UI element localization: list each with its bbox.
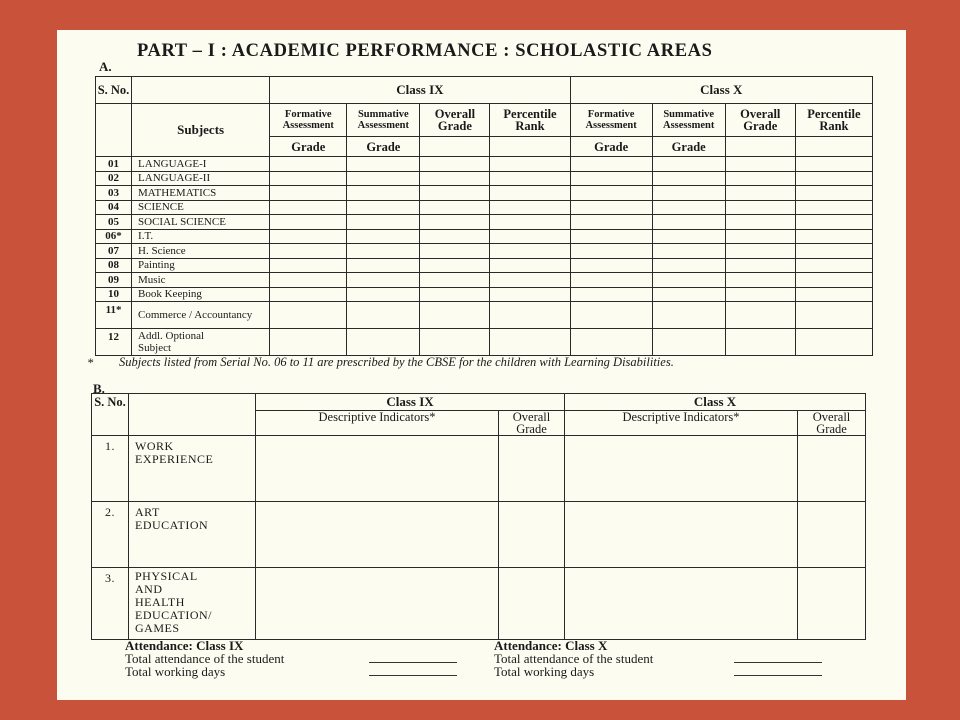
b-sno-header: S. No. [92,394,129,436]
b-class-x-header: Class X [565,394,866,411]
subject-name: Commerce / Accountancy [132,302,270,329]
ix-percentile-rank-header: Percentile Rank [490,104,570,137]
attendance-ix-days-label: Total working days [125,664,226,679]
subject-row: 11* Commerce / Accountancy [96,302,873,329]
activity-row: 1. WORK EXPERIENCE [92,436,866,502]
ix-summative-header: Summative Assessment [347,104,420,137]
section-b-label: B. [93,381,105,396]
activity-row: 3. PHYSICAL AND HEALTH EDUCATION/ GAMES [92,568,866,640]
attendance-ix-heading: Attendance: Class IX [125,638,244,653]
page-title: PART – I : ACADEMIC PERFORMANCE : SCHOLASTIC AREAS [137,41,713,61]
ix-formative-header: Formative Assessment [270,104,347,137]
subject-row: 02 LANGUAGE-II [96,171,873,186]
b-class-ix-header: Class IX [256,394,565,411]
attendance-class-x [494,639,874,678]
activity-name: PHYSICAL AND HEALTH EDUCATION/ GAMES [129,568,256,640]
attendance-ix-days-blank[interactable] [369,665,457,676]
b-ix-descriptive-header: Descriptive Indicators* [256,411,499,436]
subject-row: 04 SCIENCE [96,200,873,215]
subject-row: 05 SOCIAL SCIENCE [96,215,873,230]
subjects-header: Subjects [132,104,270,157]
subject-row: 01 LANGUAGE-I [96,157,873,172]
x-summative-grade-label: Grade [652,137,725,157]
subject-row: 07 H. Science [96,244,873,259]
subject-name: H. Science [132,244,270,259]
x-summative-header: Summative Assessment [652,104,725,137]
subject-name: Music [132,273,270,288]
subject-name: Addl. Optional Subject [132,329,270,356]
class-ix-header: Class IX [270,77,570,104]
attendance-class-ix [125,639,485,678]
subject-name: LANGUAGE-I [132,157,270,172]
attendance-ix-total-blank[interactable] [369,652,457,663]
attendance-x-days-label: Total working days [494,664,595,679]
subject-name: Book Keeping [132,287,270,302]
sno-header: S. No. [96,77,132,104]
subject-name: I.T. [132,229,270,244]
class-x-header: Class X [570,77,872,104]
b-ix-overall-header: Overall Grade [499,411,565,436]
subject-row: 06* I.T. [96,229,873,244]
subject-name: MATHEMATICS [132,186,270,201]
subject-name: Painting [132,258,270,273]
subject-name: SCIENCE [132,200,270,215]
report-card-page [57,30,906,700]
attendance-x-heading: Attendance: Class X [494,638,608,653]
activity-name: WORK EXPERIENCE [129,436,256,502]
co-scholastic-table [91,393,866,640]
subject-row: 10 Book Keeping [96,287,873,302]
activity-name: ART EDUCATION [129,502,256,568]
section-a-label: A. [99,59,112,74]
learning-disabilities-note: Subjects listed from Serial No. 06 to 11 are prescribed by the CBSE for the children with Learning Disabilities. [119,355,674,369]
ix-summative-grade-label: Grade [347,137,420,157]
x-overall-grade-header: Overall Grade [725,104,795,137]
subject-name: SOCIAL SCIENCE [132,215,270,230]
attendance-x-days-blank[interactable] [734,665,822,676]
subject-row: 03 MATHEMATICS [96,186,873,201]
subject-name: LANGUAGE-II [132,171,270,186]
ix-formative-grade-label: Grade [270,137,347,157]
attendance-x-total-label: Total attendance of the student [494,651,654,666]
x-formative-header: Formative Assessment [570,104,652,137]
b-x-descriptive-header: Descriptive Indicators* [565,411,798,436]
subject-row: 08 Painting [96,258,873,273]
scholastic-table [95,76,873,356]
attendance-x-total-blank[interactable] [734,652,822,663]
x-formative-grade-label: Grade [570,137,652,157]
x-percentile-rank-header: Percentile Rank [795,104,872,137]
note-star: * [87,356,94,370]
activity-row: 2. ART EDUCATION [92,502,866,568]
subject-row: 09 Music [96,273,873,288]
subject-row: 12 Addl. Optional Subject [96,329,873,356]
attendance-ix-total-label: Total attendance of the student [125,651,285,666]
b-x-overall-header: Overall Grade [798,411,866,436]
ix-overall-grade-header: Overall Grade [420,104,490,137]
